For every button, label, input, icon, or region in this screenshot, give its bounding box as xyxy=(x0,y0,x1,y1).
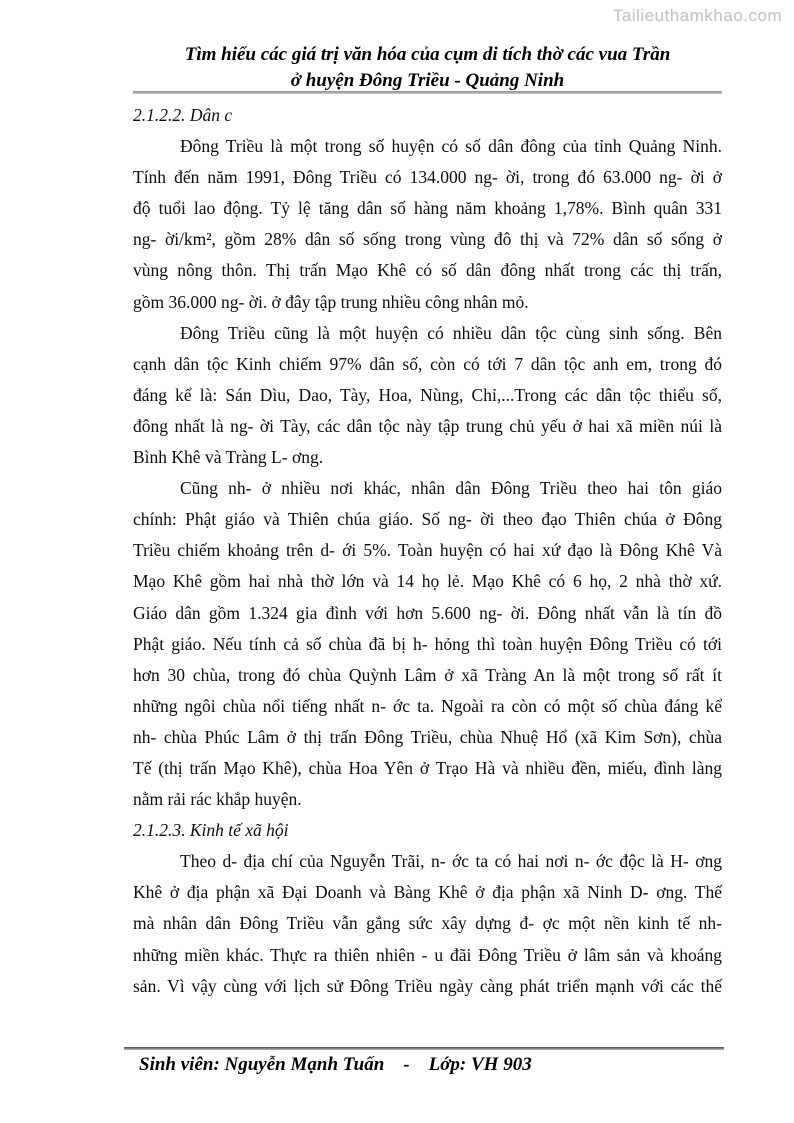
section-heading: 2.1.2.2. Dân c xyxy=(133,105,233,125)
paragraph-line: Bình Khê và Tràng L- ơng. xyxy=(133,447,324,468)
header-divider xyxy=(133,91,722,94)
paragraph-line: Đông Triều cũng là một huyện có nhiều dân tộc cùng sinh sống. Bên xyxy=(180,322,722,343)
paragraph-line: mà nhân dân Đông Triều vẫn gắng sức xây dựng đ- ợc một nền kinh tế nh- xyxy=(133,913,722,934)
paragraph-line: sản. Vì vậy cùng với lịch sử Đông Triều ngày càng phát triển mạnh với các thế xyxy=(133,975,722,996)
watermark-text: Tailieuthamkhao.com xyxy=(612,6,782,25)
paragraph-line: cạnh dân tộc Kinh chiếm 97% dân số, còn có tới 7 dân tộc anh em, trong đó xyxy=(133,353,722,374)
paragraph-line: gồm 36.000 ng- ời. ở đây tập trung nhiều công nhân mỏ. xyxy=(133,291,529,312)
paragraph-line: những ngôi chùa nổi tiếng nhất n- ớc ta. Ngoài ra còn có một số chùa đáng kể xyxy=(133,695,722,716)
paragraph-line: Tính đến năm 1991, Đông Triều có 134.000 ng- ời, trong đó 63.000 ng- ời ở xyxy=(133,167,722,188)
document-body xyxy=(133,100,722,1002)
paragraph-line: Giáo dân gồm 1.324 gia đình với hơn 5.600 ng- ời. Đông nhất vẫn là tín đồ xyxy=(133,602,722,623)
paragraph-line: đông nhất là ng- ời Tày, các dân tộc này tập trung chủ yếu ở hai xã miền núi là xyxy=(133,415,722,436)
paragraph-line: Cũng nh- ở nhiều nơi khác, nhân dân Đông Triều theo hai tôn giáo xyxy=(180,478,722,499)
paragraph-line: hơn 30 chùa, trong đó chùa Quỳnh Lâm ở xã Tràng An là một trong số rất ít xyxy=(133,664,722,685)
paragraph-line: Phật giáo. Nếu tính cả số chùa đã bị h- hỏng thì toàn huyện Đông Triều có tới xyxy=(133,633,722,654)
paragraph-line: Đông Triều là một trong số huyện có số dân đông của tỉnh Quảng Ninh. xyxy=(180,136,722,157)
paragraph-line: đáng kể là: Sán Dìu, Dao, Tày, Hoa, Nùng, Chỉ,...Trong các dân tộc thiểu số, xyxy=(133,384,722,405)
paragraph-line: ng- ời/km², gồm 28% dân số sống trong vùng đô thị và 72% dân số sống ở xyxy=(133,229,722,250)
paragraph-line: nh- chùa Phúc Lâm ở thị trấn Đông Triều, chùa Nhuệ Hổ (xã Kim Sơn), chùa xyxy=(133,726,722,747)
page-footer-text: Sinh viên: Nguyễn Mạnh Tuấn - Lớp: VH 903 xyxy=(139,1054,532,1075)
paragraph-line: vùng nông thôn. Thị trấn Mạo Khê có số dân đông nhất trong các thị trấn, xyxy=(133,260,722,281)
paragraph-line: Theo d- địa chí của Nguyễn Trãi, n- ớc ta có hai nơi n- ớc độc là H- ơng xyxy=(180,851,722,872)
section-heading: 2.1.2.3. Kinh tế xã hội xyxy=(133,820,289,841)
footer-divider xyxy=(124,1047,724,1050)
paragraph-line: chính: Phật giáo và Thiên chúa giáo. Số ng- ời theo đạo Thiên chúa ở Đông xyxy=(133,509,722,530)
paragraph-line: Tế (thị trấn Mạo Khê), chùa Hoa Yên ở Trạo Hà và nhiều đền, miếu, đình làng xyxy=(133,757,722,778)
header-title-line1: Tìm hiểu các giá trị văn hóa của cụm di tích thờ các vua Trần xyxy=(184,44,671,65)
paragraph-line: độ tuổi lao động. Tỷ lệ tăng dân số hàng năm khoảng 1,78%. Bình quân 331 xyxy=(133,198,722,219)
paragraph-line: nằm rải rác khắp huyện. xyxy=(133,789,302,810)
header-title-line2: ở huyện Đông Triều - Quảng Ninh xyxy=(290,70,565,91)
paragraph-line: Mạo Khê gồm hai nhà thờ lớn và 14 họ lẻ. Mạo Khê có 6 họ, 2 nhà thờ xứ. xyxy=(133,571,722,592)
page-header-title xyxy=(133,42,722,94)
paragraph-line: Khê ở địa phận xã Đại Doanh và Bàng Khê ở địa phận xã Ninh D- ơng. Thế xyxy=(133,882,722,903)
paragraph-line: Triều chiếm khoảng trên d- ới 5%. Toàn huyện có hai xứ đạo là Đông Khê Và xyxy=(133,540,722,561)
paragraph-line: những miền khác. Thực ra thiên nhiên - u đãi Đông Triều ở lâm sản và khoáng xyxy=(133,944,722,965)
